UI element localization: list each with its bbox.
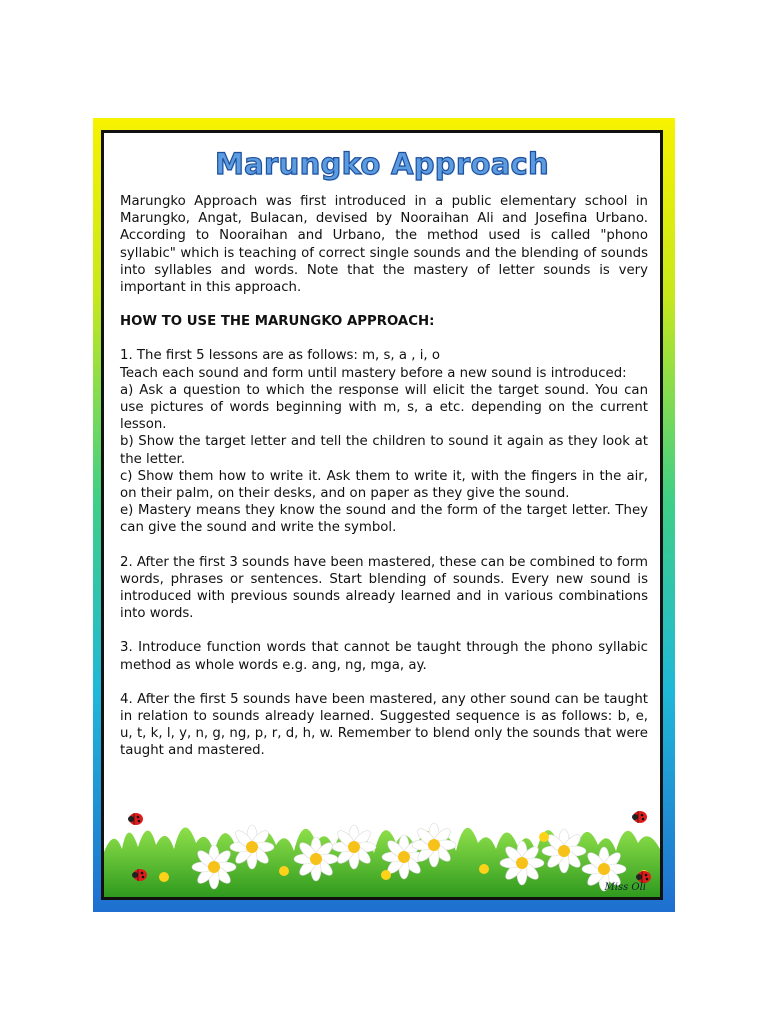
author-credit: Miss Oli (604, 882, 646, 893)
step-4-paragraph: 4. After the first 5 sounds have been mastered, any other sound can be taught in relation to sounds already learned. Suggested sequence is as follows: b, e, u, t, k, l, y, n, g, ng, p, r, d, h, w. Remember to blend only the sounds that were taught and mastered. (120, 691, 648, 759)
step-1-item-b: b) Show the target letter and tell the children to sound it again as they look at the letter. (120, 434, 648, 467)
step-1-teach: Teach each sound and form until mastery before a new sound is introduced: (120, 365, 627, 381)
gradient-border-frame (93, 118, 675, 912)
document-body (120, 193, 648, 760)
flower-meadow-illustration (104, 797, 660, 897)
page-title: Marungko Approach (215, 147, 549, 181)
step-1-item-a: a) Ask a question to which the response will elicit the target sound. You can use pictures of words beginning with m, s, a etc. depending on the current lesson. (120, 382, 648, 433)
step-1-item-e: e) Mastery means they know the sound and the form of the target letter. They can give the sound and write the symbol. (120, 503, 648, 536)
intro-paragraph: Marungko Approach was first introduced in a public elementary school in Marungko, Angat, Bulacan, devised by Nooraihan Ali and Josefina Urbano. According to Nooraihan and Urbano, the method used is called "phono syllabic" which is teaching of correct single sounds and the blending of sounds into syllables and words. Note that the mastery of letter sounds is very important in this approach. (120, 194, 648, 296)
document-card (101, 130, 663, 900)
step-1-item-c: c) Show them how to write it. Ask them to write it, with the fingers in the air, on their palm, on their desks, and on paper as they give the sound. (120, 468, 648, 502)
step-3-paragraph: 3. Introduce function words that cannot be taught through the phono syllabic method as whole words e.g. ang, ng, mga, ay. (120, 640, 648, 673)
section-heading: HOW TO USE THE MARUNGKO APPROACH: (120, 314, 435, 330)
step-1-lead: 1. The first 5 lessons are as follows: m, s, a , i, o (120, 348, 440, 364)
step-2-paragraph: 2. After the first 3 sounds have been mastered, these can be combined to form words, phrases or sentences. Start blending of sounds. Every new sound is introduced with previous sounds already learned and in various combinations into words. (120, 554, 649, 622)
